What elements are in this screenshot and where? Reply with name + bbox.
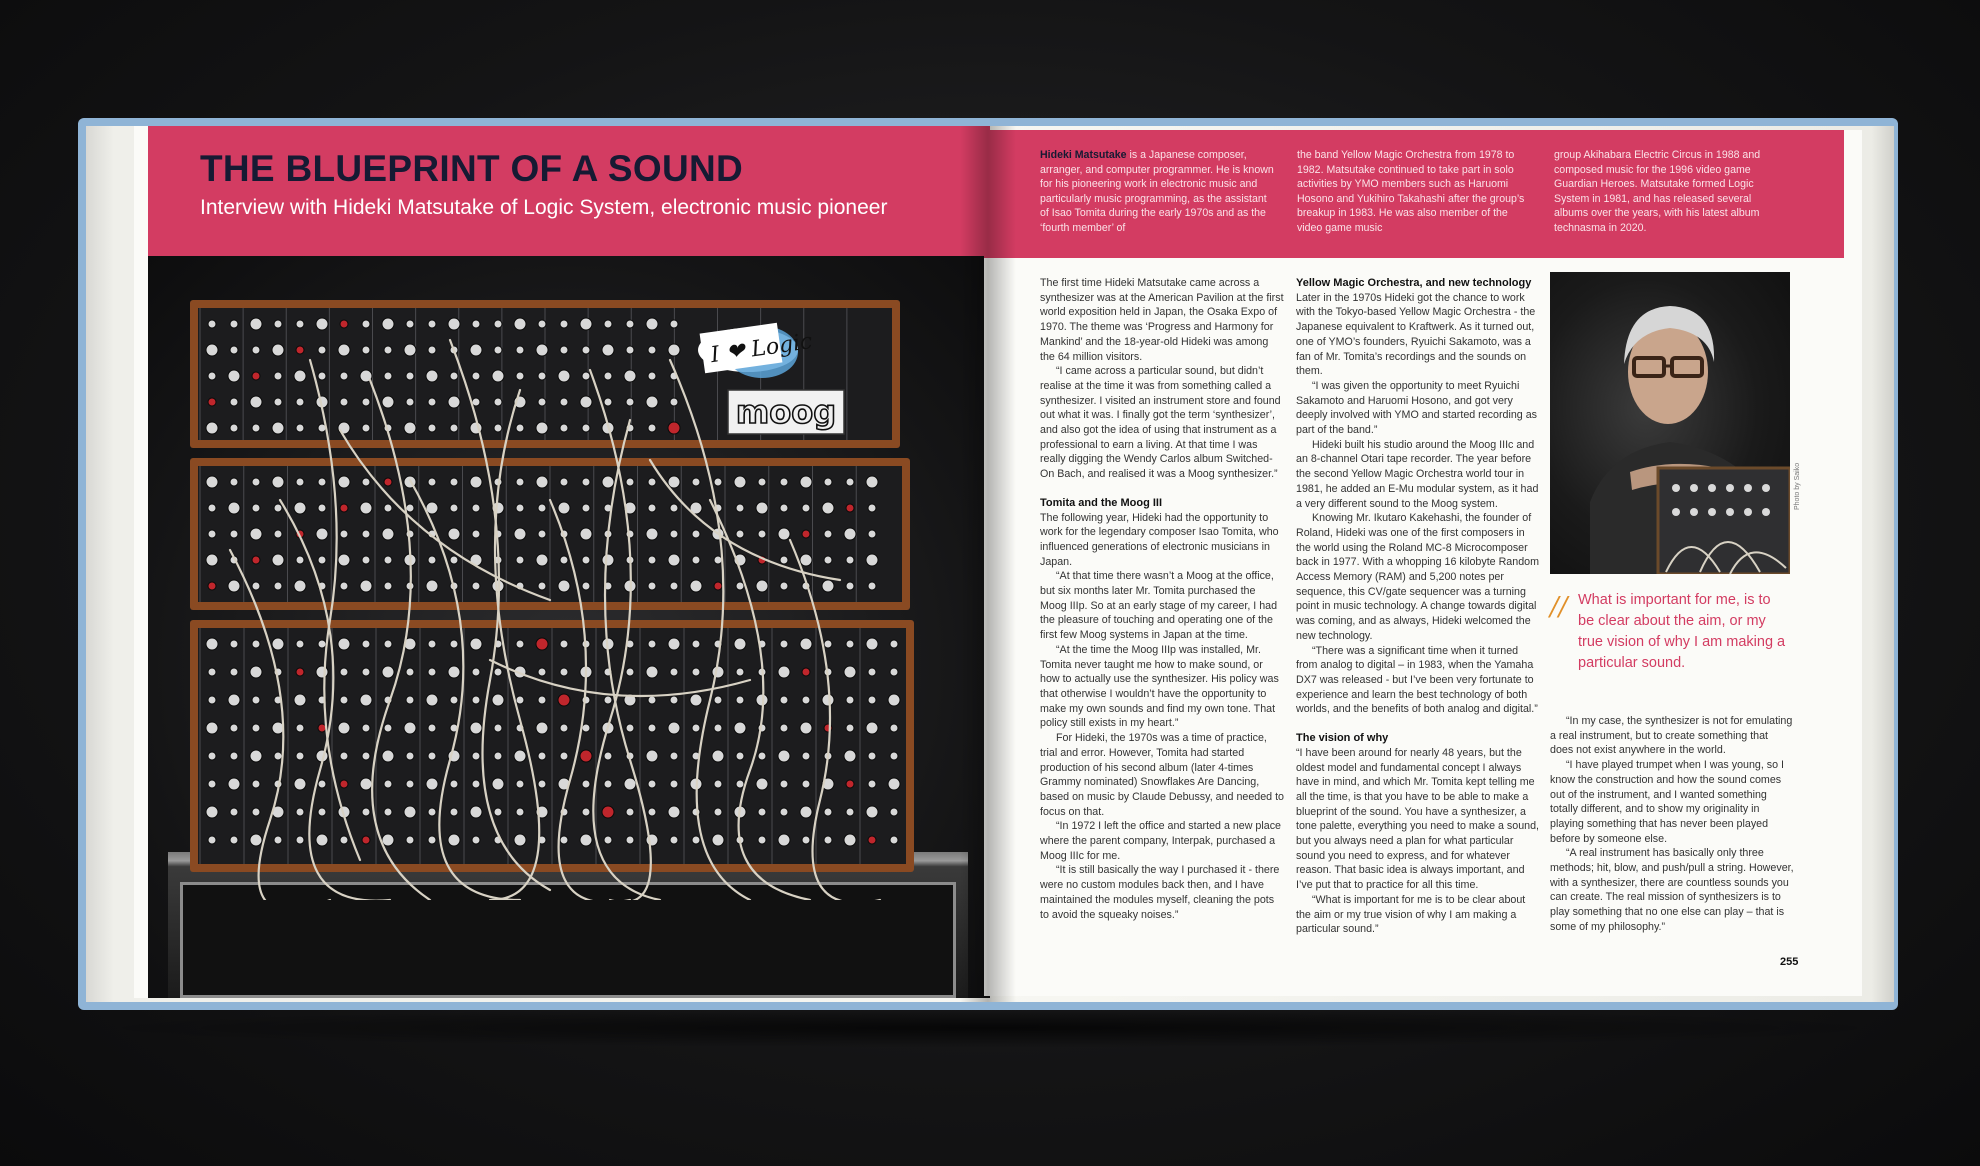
paragraph: “It is still basically the way I purchased it - there were no custom modules back then, and I have maintained the modules myself, cleaning the pots to avoid the squeaky noises.”: [1040, 864, 1280, 921]
section-heading: Tomita and the Moog III: [1040, 496, 1163, 509]
paragraph: “At that time there wasn’t a Moog at the office, but six months later Mr. Tomita purchased the Moog IIIp. So at an early stage of my career, I had the pleasure of touching and operating one of the first few Moog systems in Japan at the time.: [1040, 570, 1278, 642]
paragraph: Knowing Mr. Ikutaro Kakehashi, the founder of Roland, Hideki was one of the first composers in the world using the Roland MC-8 Microcomposer back in 1977. With a whopping 16 kilobyte Random Access Memory (RAM) and 5,200 notes per sequence, this CV/gate sequencer was a turning point in music technology. A change towards digital was coming, and as always, Hideki welcomed the new technology.: [1296, 512, 1539, 642]
paragraph: “I have been around for nearly 48 years, but the oldest model and fundamental concept I always have in mind, and which Mr. Tomita kept telling me all the time, is that you have to be able to make a blueprint of the sound. You have a synthesizer, a tone palette, everything you need to make a sound, but you always need a plan for what particular sound you need to express, and for whatever reason. That basic idea is always important, and I’ve put that to practice for all this time.: [1296, 746, 1540, 892]
bio-column-1: [1040, 148, 1278, 236]
paragraph: Later in the 1970s Hideki got the chance to work with the Tokyo-based Yellow Magic Orchestra - the Japanese equivalent to Kraftwerk. As it turned out, one of YMO’s founders, Ryuichi Sakamoto, was a fan of Mr. Tomita’s recordings and the sounds on them.: [1296, 291, 1536, 378]
portrait-image: [1550, 272, 1790, 574]
bio-name: Hideki Matsutake: [1040, 149, 1127, 161]
paragraph: “I have played trumpet when I was young, so I know the construction and how the sound comes out of the instrument, and I wanted something totally different, and to show my originality in playing something that has never been played before by someone else.: [1550, 759, 1785, 845]
bio-text-1: is a Japanese composer, arranger, and computer programmer. He is known for his pioneering work in electronic music and particularly music programming, as the assistant of Isao Tomita during the early 1970s and as the ‘fourth member’ of: [1040, 149, 1274, 234]
paragraph: “I was given the opportunity to meet Ryuichi Sakamoto and Haruomi Hosono, and got very deeply involved with YMO and started recording as part of the band.”: [1296, 379, 1537, 437]
section-heading: The vision of why: [1296, 732, 1389, 745]
article-subtitle: Interview with Hideki Matsutake of Logic System, electronic music pioneer: [200, 196, 888, 219]
moog-sticker: [728, 390, 844, 434]
paragraph: “A real instrument has basically only three methods; hit, blow, and push/pull a string. However, with a synthesizer, there are countless sounds you can create. The real mission of synthesizers is to play something that no one else can play – that is some of my philosophy.”: [1550, 847, 1794, 933]
paragraph: “I came across a particular sound, but didn’t realise at the time it was from something called a synthesizer. I visited an instrument store and found out what it was. I finally got the term ‘synthesizer’, and also got the idea of using that instrument as a professional to earn a living. At that time I was really digging the Wendy Carlos album Switched-On Bach, and realised it was a Moog synthesizer.”: [1040, 365, 1281, 481]
portrait-photo: [1550, 272, 1790, 574]
paragraph: “What is important for me is to be clear about the aim or my true vision of why I am making a particular sound.”: [1296, 893, 1526, 936]
bio-column-3: group Akihabara Electric Circus in 1988 and composed music for the 1996 video game Guardian Heroes. Matsutake formed Logic System in 1981, and has released several albums over the years, with his latest album technasma in 2020.: [1554, 149, 1761, 234]
book-gutter: [960, 126, 1016, 1002]
book-shadow: [70, 1008, 1910, 1048]
paragraph: For Hideki, the 1970s was a time of practice, trial and error. However, Tomita had started production of his second album (later 4-times Grammy nominated) Snowflakes Are Dancing, based on music by Claude Debussy, and needed to focus on that.: [1040, 732, 1284, 818]
pull-quote: What is important for me, is to be clear about the aim, or my true vision of why I am making a particular sound.: [1578, 592, 1786, 671]
body-column-2: [1296, 276, 1540, 937]
paragraph: “There was a significant time when it turned from analog to digital – in 1983, when the Yamaha DX7 was released - but I’ve been very fortunate to experience and learn the best technology of both worlds, and the benefits of both analog and digital.”: [1296, 644, 1538, 716]
page-number: 255: [1780, 956, 1799, 968]
right-page: [984, 130, 1862, 996]
quote-mark-icon: //: [1550, 592, 1568, 622]
sticker-logic-text: I ❤ Logic: [709, 329, 814, 369]
paragraph: The first time Hideki Matsutake came across a synthesizer was at the American Pavilion at the first world exposition held in Japan, the Osaka Expo of 1970. The theme was ‘Progress and Harmony for Mankind’ and the 18-year-old Hideki was among the 64 million visitors.: [1040, 277, 1284, 363]
modular-synthesizer-image: [190, 300, 920, 900]
article-title: THE BLUEPRINT OF A SOUND: [200, 148, 744, 189]
paragraph: “In my case, the synthesizer is not for emulating a real instrument, but to create something that does not exist anywhere in the world.: [1550, 715, 1793, 757]
body-column-3: [1550, 714, 1794, 935]
synthesizer-photo: [148, 256, 990, 998]
paragraph: Hideki built his studio around the Moog IIIc and an 8-channel Otari tape recorder. The year before the second Yellow Magic Orchestra world tour in 1981, he added an E-Mu modular system, as it had a very different sound to the Moog system.: [1296, 438, 1539, 510]
paragraph: “At the time the Moog IIIp was installed, Mr. Tomita never taught me how to make sound, or how to actually use the synthesizer. His policy was that otherwise I wouldn’t have the opportunity to make my own sounds and find my own tone. That policy still exists in my heart.”: [1040, 643, 1279, 730]
bio-band: [984, 130, 1844, 258]
title-band: [148, 126, 990, 256]
bio-column-2: the band Yellow Magic Orchestra from 1978 to 1982. Matsutake continued to take part in solo activities by YMO members such as Haruomi Hosono and Yukihiro Takahashi after the group’s breakup in 1983. He was also member of the video game music: [1297, 149, 1525, 234]
photo-credit: Photo by Saiko: [1794, 462, 1801, 510]
body-column-1: [1040, 276, 1284, 922]
paragraph: The following year, Hideki had the opportunity to work for the legendary composer Isao Tomita, who influenced generations of electronic musicians in Japan.: [1040, 511, 1279, 568]
left-page: [134, 126, 990, 998]
section-heading: Yellow Magic Orchestra, and new technology: [1296, 277, 1532, 289]
sticker-moog-text: moog: [735, 393, 837, 431]
paragraph: “In 1972 I left the office and started a new place where the parent company, Interpak, purchased a Moog IIIc for me.: [1040, 820, 1281, 862]
